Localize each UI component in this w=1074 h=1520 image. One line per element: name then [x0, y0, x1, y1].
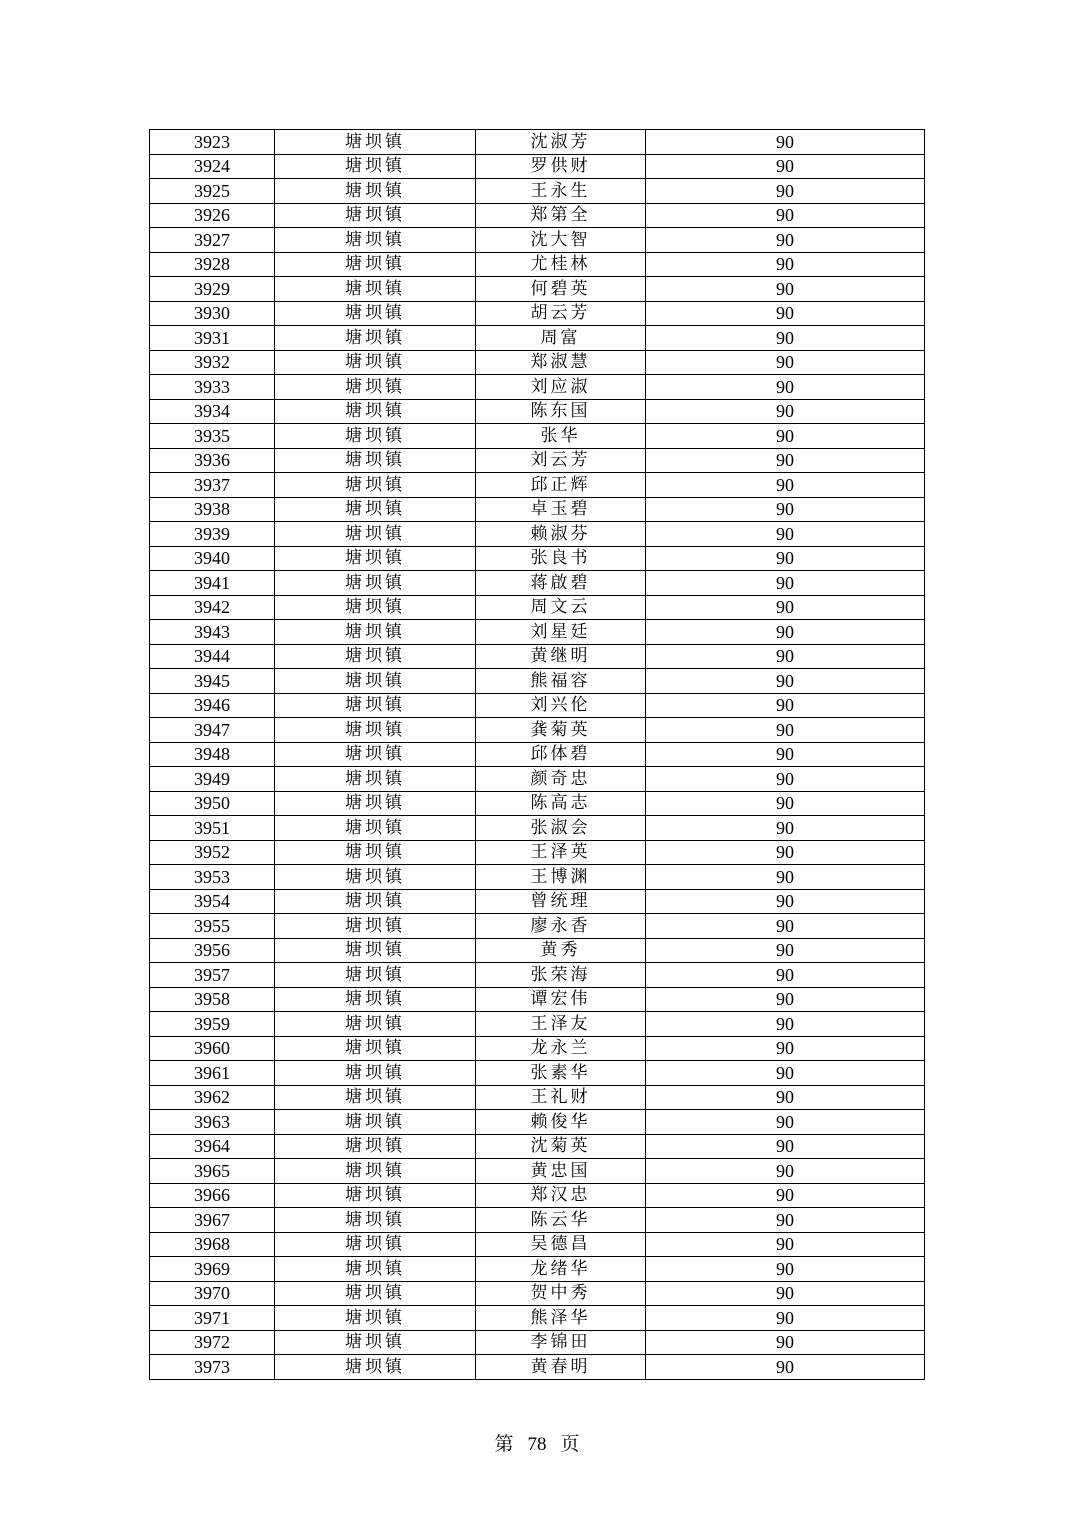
- row-number-cell: 3952: [150, 840, 275, 865]
- town-cell: 塘坝镇: [275, 252, 476, 277]
- table-row: [150, 228, 925, 253]
- score-cell: 90: [646, 1306, 925, 1331]
- score-cell: 90: [646, 840, 925, 865]
- score-cell: 90: [646, 987, 925, 1012]
- table-row: [150, 473, 925, 498]
- row-number-cell: 3945: [150, 669, 275, 694]
- table-row: [150, 865, 925, 890]
- table-row: [150, 1306, 925, 1331]
- name-cell: 王泽英: [476, 840, 646, 865]
- town-cell: 塘坝镇: [275, 130, 476, 155]
- table-row: [150, 179, 925, 204]
- town-cell: 塘坝镇: [275, 1232, 476, 1257]
- name-cell: 龙永兰: [476, 1036, 646, 1061]
- row-number-cell: 3963: [150, 1110, 275, 1135]
- town-cell: 塘坝镇: [275, 865, 476, 890]
- row-number-cell: 3925: [150, 179, 275, 204]
- score-cell: 90: [646, 473, 925, 498]
- table-row: [150, 1110, 925, 1135]
- town-cell: 塘坝镇: [275, 424, 476, 449]
- name-cell: 黄春明: [476, 1355, 646, 1380]
- table-row: [150, 1012, 925, 1037]
- name-cell: 颜奇忠: [476, 767, 646, 792]
- table-row: [150, 1159, 925, 1184]
- table-row: [150, 816, 925, 841]
- table-row: [150, 1036, 925, 1061]
- row-number-cell: 3940: [150, 546, 275, 571]
- town-cell: 塘坝镇: [275, 1085, 476, 1110]
- table-row: [150, 1183, 925, 1208]
- name-cell: 廖永香: [476, 914, 646, 939]
- town-cell: 塘坝镇: [275, 448, 476, 473]
- table-row: [150, 889, 925, 914]
- score-cell: 90: [646, 669, 925, 694]
- row-number-cell: 3931: [150, 326, 275, 351]
- name-cell: 刘应淑: [476, 375, 646, 400]
- score-cell: 90: [646, 546, 925, 571]
- name-cell: 张淑会: [476, 816, 646, 841]
- name-cell: 陈高志: [476, 791, 646, 816]
- town-cell: 塘坝镇: [275, 767, 476, 792]
- data-table: [149, 129, 925, 1380]
- row-number-cell: 3965: [150, 1159, 275, 1184]
- town-cell: 塘坝镇: [275, 522, 476, 547]
- row-number-cell: 3923: [150, 130, 275, 155]
- row-number-cell: 3966: [150, 1183, 275, 1208]
- score-cell: 90: [646, 595, 925, 620]
- row-number-cell: 3960: [150, 1036, 275, 1061]
- row-number-cell: 3973: [150, 1355, 275, 1380]
- name-cell: 尤桂林: [476, 252, 646, 277]
- town-cell: 塘坝镇: [275, 1061, 476, 1086]
- page-number: 78: [527, 1434, 547, 1455]
- score-cell: 90: [646, 816, 925, 841]
- row-number-cell: 3944: [150, 644, 275, 669]
- row-number-cell: 3942: [150, 595, 275, 620]
- row-number-cell: 3957: [150, 963, 275, 988]
- table-row: [150, 1330, 925, 1355]
- table-row: [150, 840, 925, 865]
- name-cell: 张素华: [476, 1061, 646, 1086]
- row-number-cell: 3943: [150, 620, 275, 645]
- town-cell: 塘坝镇: [275, 350, 476, 375]
- table-row: [150, 522, 925, 547]
- town-cell: 塘坝镇: [275, 203, 476, 228]
- town-cell: 塘坝镇: [275, 914, 476, 939]
- name-cell: 胡云芳: [476, 301, 646, 326]
- score-cell: 90: [646, 767, 925, 792]
- town-cell: 塘坝镇: [275, 987, 476, 1012]
- table-row: [150, 154, 925, 179]
- town-cell: 塘坝镇: [275, 791, 476, 816]
- name-cell: 吴德昌: [476, 1232, 646, 1257]
- table-row: [150, 326, 925, 351]
- table-row: [150, 1134, 925, 1159]
- table-row: [150, 375, 925, 400]
- score-cell: 90: [646, 497, 925, 522]
- table-row: [150, 742, 925, 767]
- row-number-cell: 3938: [150, 497, 275, 522]
- name-cell: 邱体碧: [476, 742, 646, 767]
- score-cell: 90: [646, 301, 925, 326]
- row-number-cell: 3951: [150, 816, 275, 841]
- town-cell: 塘坝镇: [275, 742, 476, 767]
- name-cell: 龙绪华: [476, 1257, 646, 1282]
- table-body: [150, 130, 925, 1380]
- town-cell: 塘坝镇: [275, 1208, 476, 1233]
- town-cell: 塘坝镇: [275, 1330, 476, 1355]
- town-cell: 塘坝镇: [275, 644, 476, 669]
- row-number-cell: 3956: [150, 938, 275, 963]
- score-cell: 90: [646, 914, 925, 939]
- table-row: [150, 791, 925, 816]
- score-cell: 90: [646, 130, 925, 155]
- row-number-cell: 3930: [150, 301, 275, 326]
- score-cell: 90: [646, 326, 925, 351]
- score-cell: 90: [646, 203, 925, 228]
- name-cell: 龚菊英: [476, 718, 646, 743]
- town-cell: 塘坝镇: [275, 1159, 476, 1184]
- table-row: [150, 571, 925, 596]
- score-cell: 90: [646, 448, 925, 473]
- score-cell: 90: [646, 1061, 925, 1086]
- score-cell: 90: [646, 1085, 925, 1110]
- score-cell: 90: [646, 424, 925, 449]
- row-number-cell: 3972: [150, 1330, 275, 1355]
- score-cell: 90: [646, 865, 925, 890]
- table-row: [150, 620, 925, 645]
- town-cell: 塘坝镇: [275, 473, 476, 498]
- score-cell: 90: [646, 620, 925, 645]
- row-number-cell: 3934: [150, 399, 275, 424]
- row-number-cell: 3927: [150, 228, 275, 253]
- row-number-cell: 3971: [150, 1306, 275, 1331]
- score-cell: 90: [646, 1036, 925, 1061]
- score-cell: 90: [646, 1355, 925, 1380]
- table-row: [150, 399, 925, 424]
- row-number-cell: 3954: [150, 889, 275, 914]
- town-cell: 塘坝镇: [275, 497, 476, 522]
- name-cell: 陈东国: [476, 399, 646, 424]
- score-cell: 90: [646, 154, 925, 179]
- row-number-cell: 3928: [150, 252, 275, 277]
- score-cell: 90: [646, 1257, 925, 1282]
- table-row: [150, 1061, 925, 1086]
- name-cell: 熊福容: [476, 669, 646, 694]
- row-number-cell: 3939: [150, 522, 275, 547]
- town-cell: 塘坝镇: [275, 399, 476, 424]
- row-number-cell: 3962: [150, 1085, 275, 1110]
- row-number-cell: 3932: [150, 350, 275, 375]
- name-cell: 罗供财: [476, 154, 646, 179]
- town-cell: 塘坝镇: [275, 301, 476, 326]
- row-number-cell: 3926: [150, 203, 275, 228]
- name-cell: 贺中秀: [476, 1281, 646, 1306]
- table-row: [150, 693, 925, 718]
- name-cell: 王永生: [476, 179, 646, 204]
- table-row: [150, 448, 925, 473]
- town-cell: 塘坝镇: [275, 1134, 476, 1159]
- table-row: [150, 546, 925, 571]
- table-row: [150, 497, 925, 522]
- table-row: [150, 130, 925, 155]
- row-number-cell: 3947: [150, 718, 275, 743]
- town-cell: 塘坝镇: [275, 840, 476, 865]
- town-cell: 塘坝镇: [275, 889, 476, 914]
- name-cell: 郑淑慧: [476, 350, 646, 375]
- name-cell: 赖俊华: [476, 1110, 646, 1135]
- town-cell: 塘坝镇: [275, 620, 476, 645]
- row-number-cell: 3955: [150, 914, 275, 939]
- table-row: [150, 203, 925, 228]
- score-cell: 90: [646, 644, 925, 669]
- table-row: [150, 718, 925, 743]
- table-row: [150, 252, 925, 277]
- score-cell: 90: [646, 718, 925, 743]
- score-cell: 90: [646, 179, 925, 204]
- row-number-cell: 3933: [150, 375, 275, 400]
- name-cell: 郑汉忠: [476, 1183, 646, 1208]
- name-cell: 郑第全: [476, 203, 646, 228]
- name-cell: 黄继明: [476, 644, 646, 669]
- name-cell: 周文云: [476, 595, 646, 620]
- score-cell: 90: [646, 350, 925, 375]
- table-row: [150, 767, 925, 792]
- town-cell: 塘坝镇: [275, 375, 476, 400]
- row-number-cell: 3936: [150, 448, 275, 473]
- score-cell: 90: [646, 1208, 925, 1233]
- row-number-cell: 3961: [150, 1061, 275, 1086]
- page-footer: [0, 1429, 1074, 1456]
- name-cell: 王泽友: [476, 1012, 646, 1037]
- row-number-cell: 3969: [150, 1257, 275, 1282]
- row-number-cell: 3929: [150, 277, 275, 302]
- town-cell: 塘坝镇: [275, 1306, 476, 1331]
- name-cell: 熊泽华: [476, 1306, 646, 1331]
- score-cell: 90: [646, 889, 925, 914]
- name-cell: 何碧英: [476, 277, 646, 302]
- table-row: [150, 1208, 925, 1233]
- score-cell: 90: [646, 1159, 925, 1184]
- row-number-cell: 3941: [150, 571, 275, 596]
- town-cell: 塘坝镇: [275, 693, 476, 718]
- town-cell: 塘坝镇: [275, 1110, 476, 1135]
- town-cell: 塘坝镇: [275, 228, 476, 253]
- name-cell: 沈淑芳: [476, 130, 646, 155]
- name-cell: 卓玉碧: [476, 497, 646, 522]
- town-cell: 塘坝镇: [275, 179, 476, 204]
- score-cell: 90: [646, 742, 925, 767]
- name-cell: 沈大智: [476, 228, 646, 253]
- score-cell: 90: [646, 938, 925, 963]
- name-cell: 张荣海: [476, 963, 646, 988]
- score-cell: 90: [646, 571, 925, 596]
- row-number-cell: 3970: [150, 1281, 275, 1306]
- town-cell: 塘坝镇: [275, 718, 476, 743]
- score-cell: 90: [646, 375, 925, 400]
- town-cell: 塘坝镇: [275, 1281, 476, 1306]
- town-cell: 塘坝镇: [275, 816, 476, 841]
- town-cell: 塘坝镇: [275, 546, 476, 571]
- table-row: [150, 595, 925, 620]
- row-number-cell: 3959: [150, 1012, 275, 1037]
- table-row: [150, 1085, 925, 1110]
- table-row: [150, 963, 925, 988]
- row-number-cell: 3950: [150, 791, 275, 816]
- town-cell: 塘坝镇: [275, 326, 476, 351]
- table-row: [150, 938, 925, 963]
- score-cell: 90: [646, 1232, 925, 1257]
- town-cell: 塘坝镇: [275, 963, 476, 988]
- row-number-cell: 3958: [150, 987, 275, 1012]
- table-row: [150, 644, 925, 669]
- row-number-cell: 3935: [150, 424, 275, 449]
- row-number-cell: 3937: [150, 473, 275, 498]
- name-cell: 邱正辉: [476, 473, 646, 498]
- name-cell: 王博渊: [476, 865, 646, 890]
- table-row: [150, 424, 925, 449]
- name-cell: 周富: [476, 326, 646, 351]
- score-cell: 90: [646, 693, 925, 718]
- score-cell: 90: [646, 1281, 925, 1306]
- table-row: [150, 350, 925, 375]
- table-row: [150, 301, 925, 326]
- table-row: [150, 1232, 925, 1257]
- table-row: [150, 987, 925, 1012]
- row-number-cell: 3967: [150, 1208, 275, 1233]
- name-cell: 谭宏伟: [476, 987, 646, 1012]
- name-cell: 赖淑芬: [476, 522, 646, 547]
- score-cell: 90: [646, 1012, 925, 1037]
- score-cell: 90: [646, 1134, 925, 1159]
- table-row: [150, 914, 925, 939]
- row-number-cell: 3946: [150, 693, 275, 718]
- town-cell: 塘坝镇: [275, 1036, 476, 1061]
- town-cell: 塘坝镇: [275, 154, 476, 179]
- town-cell: 塘坝镇: [275, 571, 476, 596]
- name-cell: 张良书: [476, 546, 646, 571]
- name-cell: 刘云芳: [476, 448, 646, 473]
- table-row: [150, 1257, 925, 1282]
- town-cell: 塘坝镇: [275, 1183, 476, 1208]
- score-cell: 90: [646, 963, 925, 988]
- row-number-cell: 3948: [150, 742, 275, 767]
- score-cell: 90: [646, 228, 925, 253]
- score-cell: 90: [646, 399, 925, 424]
- name-cell: 黄忠国: [476, 1159, 646, 1184]
- row-number-cell: 3949: [150, 767, 275, 792]
- table-row: [150, 1281, 925, 1306]
- score-cell: 90: [646, 1110, 925, 1135]
- town-cell: 塘坝镇: [275, 1257, 476, 1282]
- name-cell: 曾统理: [476, 889, 646, 914]
- row-number-cell: 3968: [150, 1232, 275, 1257]
- name-cell: 刘星廷: [476, 620, 646, 645]
- score-cell: 90: [646, 1330, 925, 1355]
- table-row: [150, 669, 925, 694]
- town-cell: 塘坝镇: [275, 1012, 476, 1037]
- town-cell: 塘坝镇: [275, 277, 476, 302]
- score-cell: 90: [646, 1183, 925, 1208]
- score-cell: 90: [646, 252, 925, 277]
- name-cell: 黄秀: [476, 938, 646, 963]
- row-number-cell: 3964: [150, 1134, 275, 1159]
- score-cell: 90: [646, 522, 925, 547]
- name-cell: 刘兴伦: [476, 693, 646, 718]
- town-cell: 塘坝镇: [275, 669, 476, 694]
- name-cell: 王礼财: [476, 1085, 646, 1110]
- name-cell: 陈云华: [476, 1208, 646, 1233]
- page-suffix: 页: [560, 1433, 580, 1455]
- score-cell: 90: [646, 277, 925, 302]
- table-row: [150, 1355, 925, 1380]
- name-cell: 沈菊英: [476, 1134, 646, 1159]
- town-cell: 塘坝镇: [275, 1355, 476, 1380]
- score-cell: 90: [646, 791, 925, 816]
- town-cell: 塘坝镇: [275, 595, 476, 620]
- page-prefix: 第: [494, 1433, 514, 1455]
- row-number-cell: 3924: [150, 154, 275, 179]
- name-cell: 张华: [476, 424, 646, 449]
- table-row: [150, 277, 925, 302]
- name-cell: 蒋啟碧: [476, 571, 646, 596]
- name-cell: 李锦田: [476, 1330, 646, 1355]
- town-cell: 塘坝镇: [275, 938, 476, 963]
- row-number-cell: 3953: [150, 865, 275, 890]
